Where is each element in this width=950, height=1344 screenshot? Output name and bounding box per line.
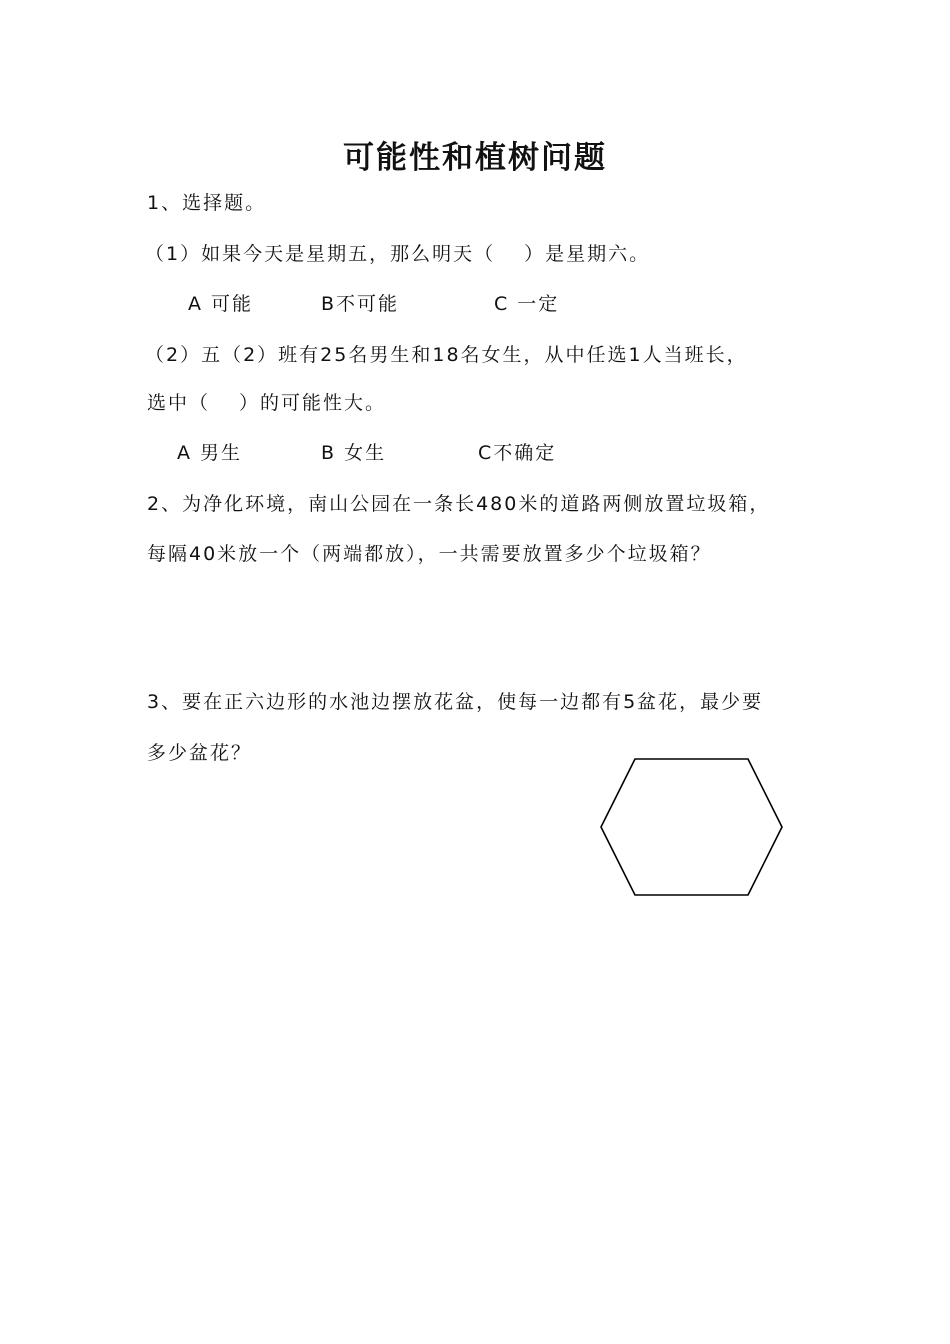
q1-sub2-text-line2: 选中（ ）的可能性大。 <box>147 392 387 414</box>
q2-line2: 每隔40米放一个（两端都放），一共需要放置多少个垃圾箱？ <box>147 543 712 565</box>
q1-sub1-option-a: A 可能 <box>188 293 254 315</box>
q3-line1: 3、要在正六边形的水池边摆放花盆，使每一边都有5盆花，最少要 <box>147 691 764 713</box>
page-title: 可能性和植树问题 <box>343 140 607 176</box>
q1-sub2-option-a: A 男生 <box>177 442 243 464</box>
q1-sub2-option-b: B 女生 <box>321 442 387 464</box>
q1-sub1-text: （1）如果今天是星期五，那么明天（ ）是星期六。 <box>145 243 651 265</box>
q1-heading: 1、选择题。 <box>147 192 267 214</box>
hexagon-shape <box>601 759 782 895</box>
q1-sub1-option-b: B不可能 <box>321 293 400 315</box>
q2-line1: 2、为净化环境，南山公园在一条长480米的道路两侧放置垃圾箱， <box>147 493 771 515</box>
q3-line2: 多少盆花？ <box>147 742 253 764</box>
q1-sub1-option-c: C 一定 <box>494 293 560 315</box>
hexagon-icon <box>598 756 788 902</box>
q1-sub2-text-line1: （2）五（2）班有25名男生和18名女生，从中任选1人当班长， <box>145 344 748 366</box>
q1-sub2-option-c: C不确定 <box>478 442 557 464</box>
